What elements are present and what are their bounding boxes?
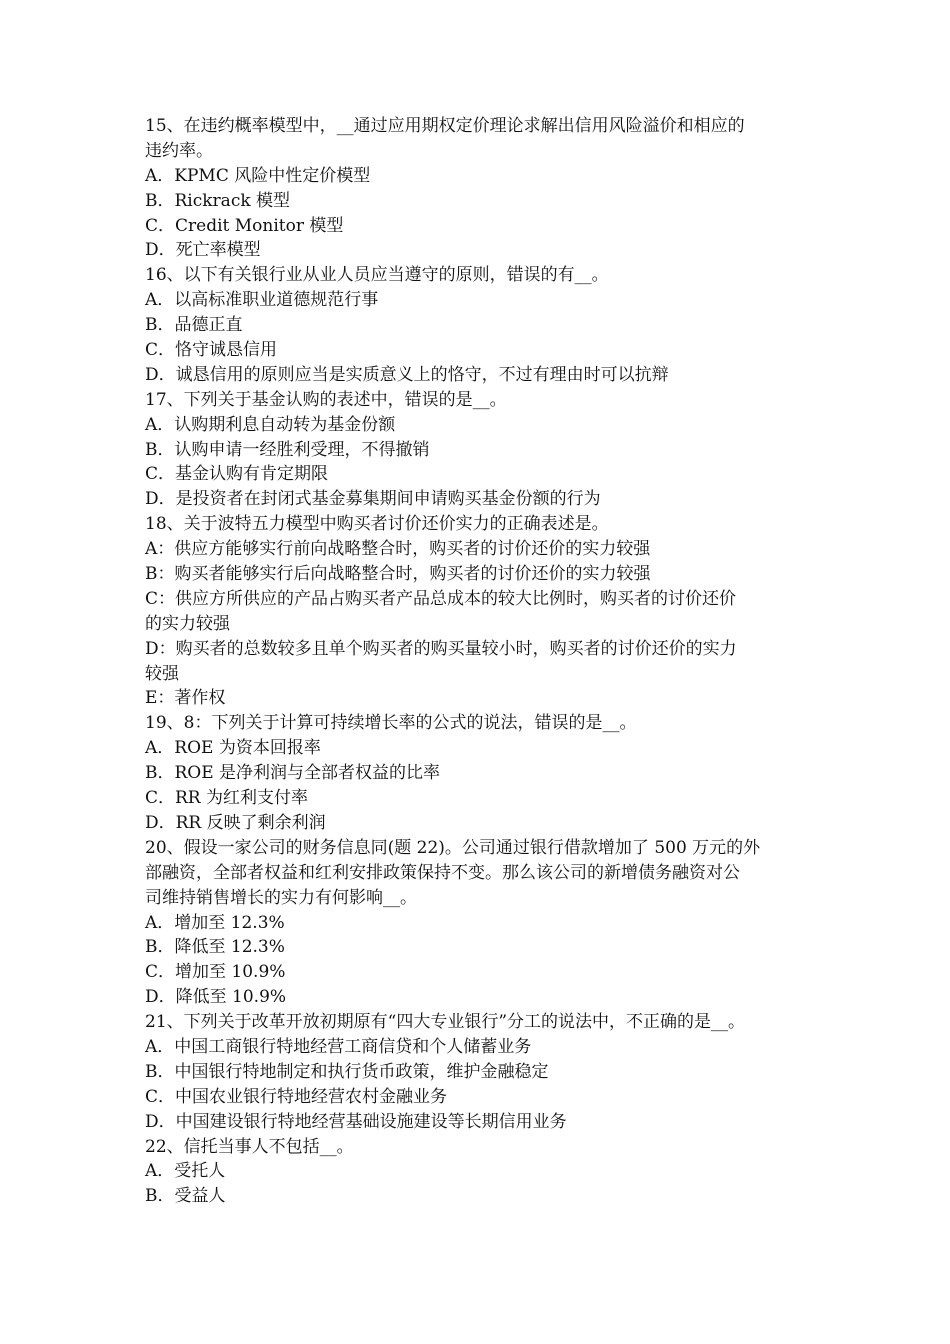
question-15-stem-cont: 违约率。 bbox=[145, 140, 213, 161]
question-17-option-a: A．认购期利息自动转为基金份额 bbox=[145, 414, 396, 435]
question-19-option-a: A．ROE 为资本回报率 bbox=[145, 738, 321, 759]
question-20-option-a: A．增加至 12.3% bbox=[145, 912, 285, 933]
question-21-option-a: A．中国工商银行特地经营工商信贷和个人储蓄业务 bbox=[145, 1036, 532, 1057]
question-22-stem: 22、信托当事人不包括__。 bbox=[145, 1136, 354, 1157]
question-16-option-b: B．品德正直 bbox=[145, 315, 243, 336]
question-15-option-d: D．死亡率模型 bbox=[145, 240, 261, 261]
question-20-option-b: B．降低至 12.3% bbox=[145, 937, 285, 958]
question-20-stem-cont-1: 部融资，全部者权益和红利安排政策保持不变。那么该公司的新增债务融资对公 bbox=[145, 862, 740, 883]
question-20-stem: 20、假设一家公司的财务信息同(题 22)。公司通过银行借款增加了 500 万元的外 bbox=[145, 837, 761, 858]
question-15-stem: 15、在违约概率模型中，__通过应用期权定价理论求解出信用风险溢价和相应的 bbox=[145, 116, 745, 136]
question-20-stem-cont-2: 司维持销售增长的实力有何影响__。 bbox=[145, 887, 417, 908]
question-21-option-b: B．中国银行特地制定和执行货币政策，维护金融稳定 bbox=[145, 1061, 549, 1082]
question-18-option-c: C：供应方所供应的产品占购买者产品总成本的较大比例时，购买者的讨价还价 bbox=[145, 588, 737, 609]
question-16-option-c: C．恪守诚恳信用 bbox=[145, 340, 278, 361]
document-body bbox=[145, 114, 810, 1209]
question-18-stem: 18、关于波特五力模型中购买者讨价还价实力的正确表述是。 bbox=[145, 514, 609, 535]
question-19-stem: 19、8：下列关于计算可持续增长率的公式的说法，错误的是__。 bbox=[145, 713, 637, 734]
question-16-option-a: A．以高标准职业道德规范行事 bbox=[145, 290, 379, 311]
question-16-stem: 16、以下有关银行业从业人员应当遵守的原则，错误的有__。 bbox=[145, 265, 609, 286]
question-16-option-d: D．诚恳信用的原则应当是实质意义上的恪守，不过有理由时可以抗辩 bbox=[145, 364, 669, 385]
question-17-option-d: D．是投资者在封闭式基金募集期间申请购买基金份额的行为 bbox=[145, 489, 601, 510]
question-15-option-b: B．Rickrack 模型 bbox=[145, 190, 291, 211]
question-18-option-c-cont: 的实力较强 bbox=[145, 613, 230, 634]
question-20-option-d: D．降低至 10.9% bbox=[145, 987, 287, 1008]
question-15-option-a: A．KPMC 风险中性定价模型 bbox=[145, 165, 371, 186]
question-21-option-c: C．中国农业银行特地经营农村金融业务 bbox=[145, 1086, 448, 1107]
question-15-option-c: C．Credit Monitor 模型 bbox=[145, 215, 344, 236]
question-22-option-a: A．受托人 bbox=[145, 1161, 226, 1182]
question-22-option-b: B．受益人 bbox=[145, 1186, 226, 1207]
question-21-option-d: D．中国建设银行特地经营基础设施建设等长期信用业务 bbox=[145, 1111, 567, 1132]
question-18-option-d-cont: 较强 bbox=[145, 663, 179, 684]
question-19-option-c: C．RR 为红利支付率 bbox=[145, 788, 309, 809]
question-20-option-c: C．增加至 10.9% bbox=[145, 962, 286, 983]
question-18-option-d: D：购买者的总数较多且单个购买者的购买量较小时，购买者的讨价还价的实力 bbox=[145, 638, 737, 659]
question-17-stem: 17、下列关于基金认购的表述中，错误的是__。 bbox=[145, 389, 507, 410]
question-18-option-e: E：著作权 bbox=[145, 688, 226, 709]
question-18-option-a: A：供应方能够实行前向战略整合时，购买者的讨价还价的实力较强 bbox=[145, 539, 651, 560]
question-19-option-b: B．ROE 是净利润与全部者权益的比率 bbox=[145, 763, 441, 784]
question-19-option-d: D．RR 反映了剩余利润 bbox=[145, 812, 326, 833]
question-17-option-b: B．认购申请一经胜利受理，不得撤销 bbox=[145, 439, 430, 460]
question-21-stem: 21、下列关于改革开放初期原有“四大专业银行”分工的说法中，不正确的是__。 bbox=[145, 1012, 746, 1033]
question-18-option-b: B：购买者能够实行后向战略整合时，购买者的讨价还价的实力较强 bbox=[145, 564, 651, 585]
question-17-option-c: C．基金认购有肯定期限 bbox=[145, 464, 329, 485]
